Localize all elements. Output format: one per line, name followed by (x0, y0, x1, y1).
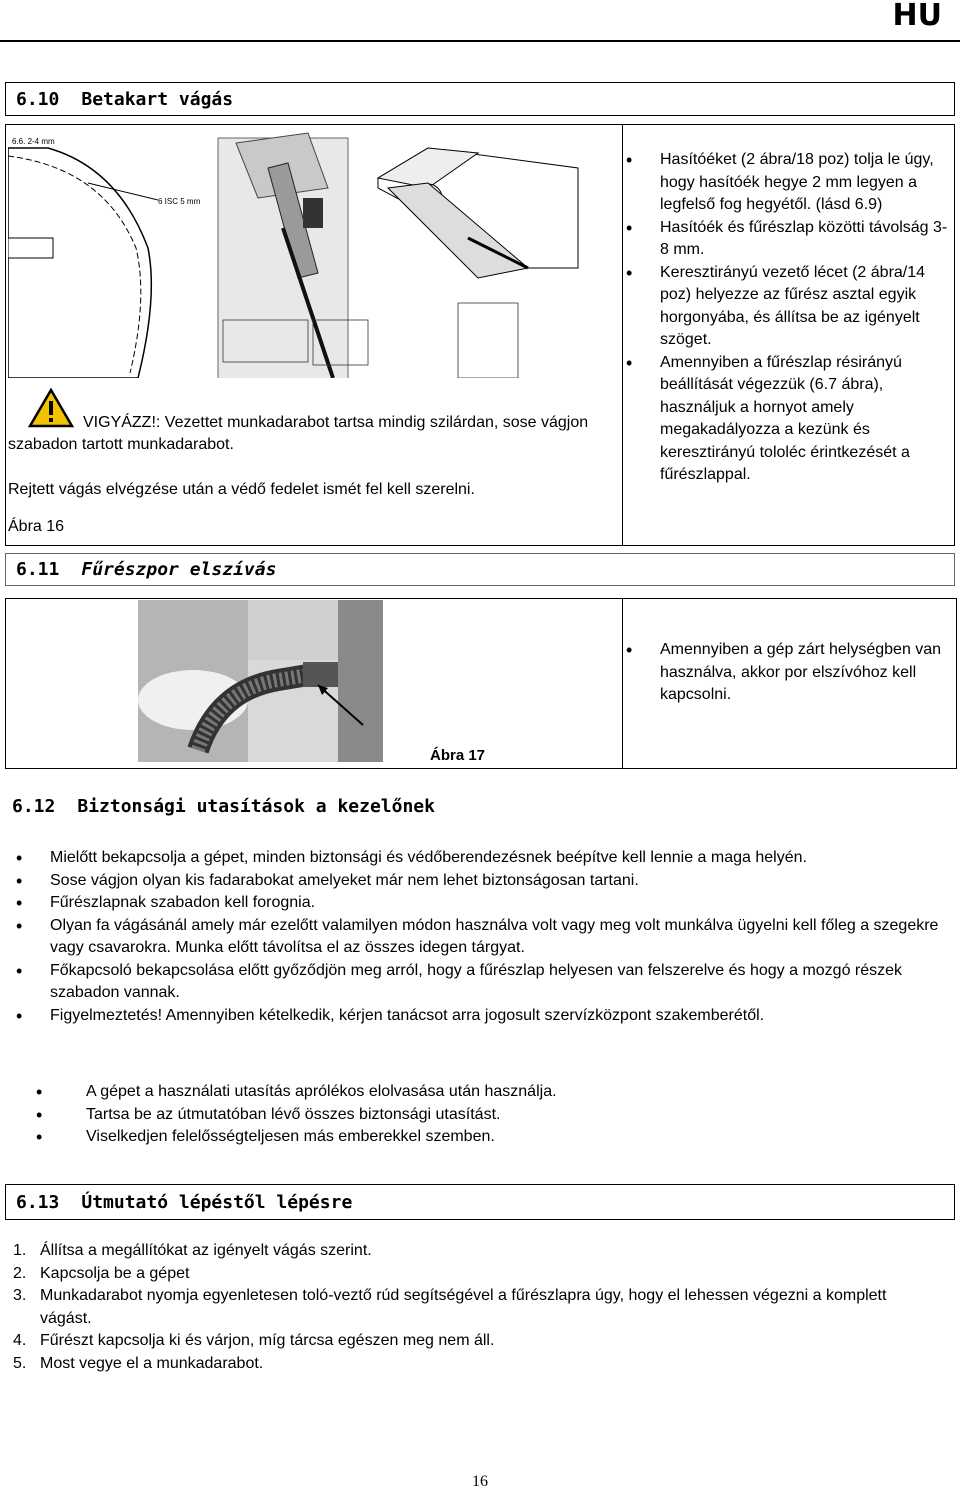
list-item: • Keresztirányú vezető lécet (2 ábra/14 poz) helyezze az fűrész asztal egyik horgonyába, és állítsa be az igényelt szöget. (626, 262, 956, 352)
page-number: 16 (472, 1473, 488, 1490)
section-title: Biztonsági utasítások a kezelőnek (77, 796, 435, 817)
section-6-11-bullets (626, 639, 956, 707)
section-number: 6.12 (12, 796, 56, 817)
list-item: • A gépet a használati utasítás aprólékos elolvasása után használja. (36, 1081, 936, 1104)
header-divider (0, 40, 960, 42)
section-title: Fűrészpor elszívás (81, 559, 277, 580)
step-item: 4. Fűrészt kapcsolja ki és várjon, míg tárcsa egészen meg nem áll. (13, 1332, 495, 1349)
list-item: • Viselkedjen felelősségteljesen más emberekkel szemben. (36, 1126, 936, 1149)
section-6-13-heading (5, 1184, 955, 1220)
list-item: • Amennyiben a fűrészlap résirányú beállítását végezzük (6.7 ábra), használjuk a hornyot amely megakadályozza a kezünk és keresztirányú tololéc érintkezését a fűrészlappal. (626, 352, 956, 487)
list-item: • Tartsa be az útmutatóban lévő összes biztonsági utasítást. (36, 1104, 936, 1127)
list-item: • Hasítóéket (2 ábra/18 poz) tolja le úgy, hogy hasítóék hegye 2 mm legyen a legfelső fog hegyétől. (lásd 6.9) (626, 149, 956, 217)
section-title: Betakart vágás (81, 88, 234, 110)
section-6-12-heading (12, 796, 435, 817)
section-number: 6.10 (16, 88, 60, 110)
dust-extraction-photo (138, 600, 383, 762)
column-divider (622, 598, 623, 769)
step-item: 2. Kapcsolja be a gépet (13, 1264, 190, 1282)
figure-16-illustration (8, 128, 583, 378)
section-number: 6.13 (16, 1191, 60, 1213)
figure-17-caption: Ábra 17 (430, 747, 486, 764)
step-item: 1. Állítsa a megállítókat az igényelt vágás szerint. (13, 1242, 372, 1259)
list-item: • Olyan fa vágásánál amely már ezelőtt valamilyen módon használva volt vagy meg volt munkálva ügyelni kell főleg a szegekre vagy csavarokra. Munka előtt távolítsa el az összes idegen tárgyat. (16, 915, 946, 960)
section-6-12-bullets (16, 847, 946, 1027)
section-6-13-steps (0, 1240, 930, 1375)
warning-label: VIGYÁZZ! (83, 414, 156, 431)
step-item: 3. Munkadarabot nyomja egyenletesen toló-veztő rúd segítségével a fűrészlapra úgy, hogy el lehessen végezni a komplett vágást. (13, 1287, 887, 1327)
list-item: • Fűrészlapnak szabadon kell forognia. (16, 892, 946, 915)
note-text: Rejtett vágás elvégzése után a védő fedelet ismét fel kell szerelni. (8, 481, 475, 498)
section-title: Útmutató lépéstől lépésre (81, 1191, 353, 1213)
list-item: • Amennyiben a gép zárt helységben van használva, akkor por elszívóhoz kell kapcsolni. (626, 639, 956, 707)
section-6-12-bullets-2 (36, 1081, 936, 1149)
list-item: • Hasítóék és fűrészlap közötti távolság 3-8 mm. (626, 217, 956, 262)
list-item: • Főkapcsoló bekapcsolása előtt győződjön meg arról, hogy a fűrészlap helyesen van felszerelve és hogy a mozgó részek szabadon vannak. (16, 960, 946, 1005)
figure-16-caption: Ábra 16 (8, 518, 65, 535)
section-6-10-bullets (626, 149, 956, 487)
warning-message: : Vezettet munkadarabot tartsa mindig szilárdan, sose vágjon szabadon tartott munkadarabot. (8, 414, 589, 453)
section-6-11-heading (5, 553, 955, 586)
list-item: • Mielőtt bekapcsolja a gépet, minden biztonsági és védőberendezésnek beépítve kell lennie a maga helyén. (16, 847, 946, 870)
language-code: HU (892, 0, 942, 33)
isometric-block-diagram (378, 148, 578, 278)
diagram-label-a: 6.6. 2-4 mm (12, 137, 55, 146)
section-6-10-heading (5, 82, 955, 116)
diagram-label-b: 6 ISC 5 mm (158, 197, 201, 206)
list-item: • Sose vágjon olyan kis fadarabokat amelyeket már nem lehet biztonságosan tartani. (16, 870, 946, 893)
warning-text (8, 412, 618, 456)
section-number: 6.11 (16, 559, 60, 580)
step-item: 5. Most vegye el a munkadarabot. (13, 1354, 264, 1372)
saw-blade-diagram (8, 137, 201, 378)
workpiece-diagram (218, 133, 348, 378)
column-divider (622, 124, 623, 546)
list-item: • Figyelmeztetés! Amennyiben kételkedik, kérjen tanácsot arra jogosult szervízközpont szakemberétől. (16, 1005, 946, 1028)
